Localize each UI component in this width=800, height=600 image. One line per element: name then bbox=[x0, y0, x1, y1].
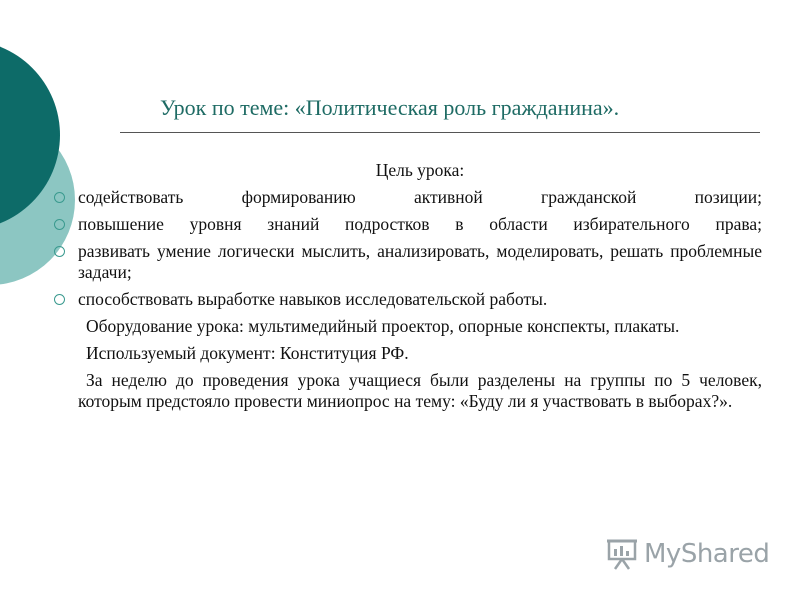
circle-bullet-icon bbox=[54, 219, 65, 230]
survey-paragraph: За неделю до проведения урока учащиеся были разделены на группы по 5 человек, которым предстояло провести миниопрос на тему: «Буду ли я участвовать в выборах?». bbox=[78, 370, 762, 411]
circle-bullet-icon bbox=[54, 192, 65, 203]
equipment-paragraph: Оборудование урока: мультимедийный проектор, опорные конспекты, плакаты. bbox=[86, 316, 680, 336]
goal-item bbox=[50, 214, 762, 235]
goal-text: способствовать выработке навыков исследовательской работы. bbox=[78, 289, 548, 309]
goal-item bbox=[50, 187, 762, 208]
goal-text: развивать умение логически мыслить, анализировать, моделировать, решать проблемные задачи; bbox=[78, 241, 762, 282]
circle-bullet-icon bbox=[54, 246, 65, 257]
goal-list bbox=[50, 187, 762, 310]
goal-text: повышение уровня знаний подростков в области избирательного права; bbox=[78, 214, 762, 234]
document-paragraph: Используемый документ: Конституция РФ. bbox=[86, 343, 409, 363]
slide-body bbox=[50, 160, 762, 418]
goal-item bbox=[50, 289, 762, 310]
circle-bullet-icon bbox=[54, 294, 65, 305]
projector-board-icon bbox=[606, 537, 640, 571]
slide-title: Урок по теме: «Политическая роль гражданина». bbox=[160, 95, 620, 120]
title-divider bbox=[120, 132, 760, 133]
goal-heading: Цель урока: bbox=[375, 160, 465, 180]
myshared-watermark bbox=[606, 537, 769, 571]
goal-item bbox=[50, 241, 762, 283]
goal-text: содействовать формированию активной гражданской позиции; bbox=[78, 187, 762, 207]
watermark-text: MyShared bbox=[644, 539, 770, 569]
